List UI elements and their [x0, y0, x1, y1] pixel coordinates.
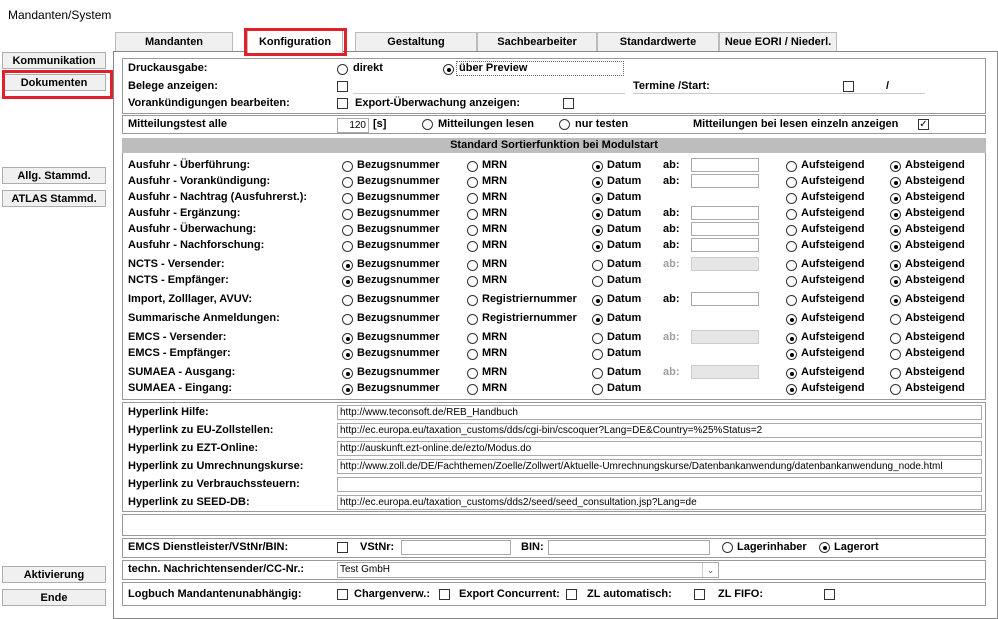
- sort-bezug-label: Bezugsnummer: [357, 223, 440, 235]
- ende-button[interactable]: Ende: [2, 589, 106, 606]
- zl-auto-checkbox[interactable]: [694, 589, 705, 600]
- techn-label: techn. Nachrichtensender/CC-Nr.:: [128, 563, 305, 575]
- ueber-preview-label: über Preview: [456, 61, 624, 76]
- sort-ab-steig-label: Absteigend: [905, 312, 965, 324]
- sort-ab-label: ab:: [663, 239, 680, 251]
- hyperlink-input[interactable]: http://www.zoll.de/DE/Fachthemen/Zoelle/Zollwert/Aktuelle-Umrechnungskurse/Datenbankanwendung/datenbankanwendung_node.html: [337, 459, 982, 474]
- sort-datum-radio[interactable]: [592, 241, 603, 252]
- sort-datum-label: Datum: [607, 258, 642, 270]
- sort-bezug-radio[interactable]: [342, 349, 353, 360]
- sort-bezug-radio[interactable]: [342, 193, 353, 204]
- sort-datum-radio[interactable]: [592, 177, 603, 188]
- sort-auf-label: Aufsteigend: [801, 223, 865, 235]
- sort-bezug-label: Bezugsnummer: [357, 347, 440, 359]
- sort-auf-label: Aufsteigend: [801, 366, 865, 378]
- sort-mrn-radio[interactable]: [467, 193, 478, 204]
- sort-ab-steig-label: Absteigend: [905, 175, 965, 187]
- sort-mrn-label: Registriernummer: [482, 312, 577, 324]
- lagerort-label: Lagerort: [834, 541, 879, 553]
- sort-mrn-radio[interactable]: [467, 368, 478, 379]
- sort-mrn-radio[interactable]: [467, 209, 478, 220]
- lagerort-radio[interactable]: [819, 542, 830, 553]
- hyperlink-input[interactable]: http://ec.europa.eu/taxation_customs/dds/cgi-bin/cscoquer?Lang=DE&Country=%25%Status=2: [337, 423, 982, 438]
- tab-mandanten[interactable]: Mandanten: [115, 32, 233, 51]
- sort-ab-label: ab:: [663, 293, 680, 305]
- hyperlink-label: Hyperlink zu SEED-DB:: [128, 496, 250, 508]
- sort-ab-input[interactable]: [691, 222, 759, 236]
- sort-ab-input[interactable]: [691, 257, 759, 271]
- sort-row-label: Ausfuhr - Ergänzung:: [128, 207, 241, 219]
- sort-ab-steig-label: Absteigend: [905, 293, 965, 305]
- sort-bezug-label: Bezugsnummer: [357, 191, 440, 203]
- sort-mrn-label: MRN: [482, 223, 508, 235]
- sort-mrn-label: MRN: [482, 207, 508, 219]
- highlight-konfiguration: [244, 28, 347, 56]
- belege-checkbox[interactable]: [337, 81, 348, 92]
- techn-select-value: Test GmbH: [340, 564, 391, 575]
- sort-auf-radio[interactable]: [786, 241, 797, 252]
- sort-mrn-radio[interactable]: [467, 314, 478, 325]
- sort-row-label: NCTS - Empfänger:: [128, 274, 229, 286]
- termine-label: Termine /Start:: [633, 80, 710, 92]
- dokumenten-button[interactable]: Dokumenten: [2, 74, 106, 91]
- hyperlink-label: Hyperlink zu EZT-Online:: [128, 442, 259, 454]
- sort-bezug-label: Bezugsnummer: [357, 331, 440, 343]
- sort-row-label: Ausfuhr - Überführung:: [128, 159, 251, 171]
- sort-header: Standard Sortierfunktion bei Modulstart: [122, 138, 986, 153]
- sort-ab-steig-label: Absteigend: [905, 223, 965, 235]
- vorank-checkbox[interactable]: [337, 98, 348, 109]
- ueber-preview-radio[interactable]: [443, 64, 454, 75]
- sort-bezug-label: Bezugsnummer: [357, 274, 440, 286]
- sort-ab-steig-label: Absteigend: [905, 366, 965, 378]
- sort-row-label: SUMAEA - Ausgang:: [128, 366, 236, 378]
- sort-auf-radio[interactable]: [786, 314, 797, 325]
- sort-ab-input[interactable]: [691, 292, 759, 306]
- sort-datum-label: Datum: [607, 293, 642, 305]
- sort-row-label: Summarische Anmeldungen:: [128, 312, 280, 324]
- sort-bezug-radio[interactable]: [342, 225, 353, 236]
- sort-auf-label: Aufsteigend: [801, 175, 865, 187]
- sort-bezug-radio[interactable]: [342, 260, 353, 271]
- sort-mrn-radio[interactable]: [467, 384, 478, 395]
- sort-mrn-radio[interactable]: [467, 161, 478, 172]
- sort-ab-steig-radio[interactable]: [890, 177, 901, 188]
- sort-datum-radio[interactable]: [592, 295, 603, 306]
- sort-auf-label: Aufsteigend: [801, 159, 865, 171]
- sort-ab-steig-label: Absteigend: [905, 331, 965, 343]
- sort-datum-radio[interactable]: [592, 368, 603, 379]
- tab-neue-eori[interactable]: Neue EORI / Niederl.: [719, 32, 837, 51]
- sort-bezug-radio[interactable]: [342, 295, 353, 306]
- hyperlink-input[interactable]: http://ec.europa.eu/taxation_customs/dds2/seed/seed_consultation.jsp?Lang=de: [337, 495, 982, 510]
- sort-ab-steig-label: Absteigend: [905, 258, 965, 270]
- sort-mrn-radio[interactable]: [467, 349, 478, 360]
- sort-datum-radio[interactable]: [592, 260, 603, 271]
- window-title: Mandanten/System: [8, 8, 112, 22]
- sort-ab-steig-label: Absteigend: [905, 159, 965, 171]
- sort-bezug-radio[interactable]: [342, 368, 353, 379]
- sort-auf-radio[interactable]: [786, 193, 797, 204]
- sort-ab-label: ab:: [663, 331, 680, 343]
- sort-datum-label: Datum: [607, 331, 642, 343]
- sort-ab-input[interactable]: [691, 174, 759, 188]
- bin-input[interactable]: [548, 540, 710, 555]
- mitt-einzeln-label: Mitteilungen bei lesen einzeln anzeigen: [693, 118, 899, 130]
- sort-datum-radio[interactable]: [592, 314, 603, 325]
- sort-auf-radio[interactable]: [786, 349, 797, 360]
- techn-select[interactable]: [337, 562, 719, 578]
- sort-ab-steig-radio[interactable]: [890, 384, 901, 395]
- sort-ab-steig-label: Absteigend: [905, 239, 965, 251]
- aktivierung-button[interactable]: Aktivierung: [2, 566, 106, 583]
- termine-line: [633, 93, 925, 94]
- sort-mrn-radio[interactable]: [467, 225, 478, 236]
- vstnr-label: VStNr:: [360, 541, 395, 553]
- sort-auf-label: Aufsteigend: [801, 293, 865, 305]
- emcs-label: EMCS Dienstleister/VStNr/BIN:: [128, 541, 289, 553]
- highlight-dokumenten: [2, 70, 113, 99]
- sort-mrn-label: MRN: [482, 382, 508, 394]
- sort-ab-input[interactable]: [691, 158, 759, 172]
- sort-bezug-radio[interactable]: [342, 333, 353, 344]
- sort-datum-label: Datum: [607, 175, 642, 187]
- sort-datum-label: Datum: [607, 312, 642, 324]
- logbuch-checkbox[interactable]: [337, 589, 348, 600]
- sort-bezug-radio[interactable]: [342, 177, 353, 188]
- sort-bezug-radio[interactable]: [342, 209, 353, 220]
- tab-standardwerte[interactable]: Standardwerte: [597, 32, 719, 51]
- sort-auf-radio[interactable]: [786, 225, 797, 236]
- sort-auf-label: Aufsteigend: [801, 191, 865, 203]
- sort-mrn-label: MRN: [482, 191, 508, 203]
- sort-auf-label: Aufsteigend: [801, 347, 865, 359]
- empty-group: [122, 514, 986, 536]
- chevron-down-icon: ⌄: [702, 563, 718, 577]
- termine-checkbox[interactable]: [843, 81, 854, 92]
- sort-mrn-radio[interactable]: [467, 260, 478, 271]
- atlas-stammd-button[interactable]: ATLAS Stammd.: [2, 190, 106, 207]
- sort-row-label: EMCS - Versender:: [128, 331, 227, 343]
- sort-auf-label: Aufsteigend: [801, 331, 865, 343]
- sort-ab-steig-radio[interactable]: [890, 209, 901, 220]
- nur-testen-radio[interactable]: [559, 119, 570, 130]
- sort-bezug-label: Bezugsnummer: [357, 366, 440, 378]
- sort-ab-steig-radio[interactable]: [890, 225, 901, 236]
- hyperlink-input[interactable]: http://www.teconsoft.de/REB_Handbuch: [337, 405, 982, 420]
- sort-auf-label: Aufsteigend: [801, 274, 865, 286]
- belege-label: Belege anzeigen:: [128, 80, 218, 92]
- sort-row-label: Ausfuhr - Überwachung:: [128, 223, 257, 235]
- sort-bezug-radio[interactable]: [342, 384, 353, 395]
- hyperlink-label: Hyperlink zu Umrechnungskurse:: [128, 460, 304, 472]
- sort-datum-radio[interactable]: [592, 349, 603, 360]
- sort-auf-radio[interactable]: [786, 333, 797, 344]
- sort-auf-radio[interactable]: [786, 295, 797, 306]
- sort-auf-radio[interactable]: [786, 177, 797, 188]
- sort-ab-steig-label: Absteigend: [905, 382, 965, 394]
- sort-datum-radio[interactable]: [592, 209, 603, 220]
- sort-datum-label: Datum: [607, 223, 642, 235]
- sort-auf-label: Aufsteigend: [801, 382, 865, 394]
- sort-ab-steig-radio[interactable]: [890, 276, 901, 287]
- sort-mrn-label: MRN: [482, 159, 508, 171]
- sort-mrn-label: Registriernummer: [482, 293, 577, 305]
- sort-datum-radio[interactable]: [592, 276, 603, 287]
- sort-datum-label: Datum: [607, 191, 642, 203]
- sort-ab-steig-radio[interactable]: [890, 260, 901, 271]
- sort-bezug-label: Bezugsnummer: [357, 312, 440, 324]
- sort-row-label: NCTS - Versender:: [128, 258, 225, 270]
- sort-ab-steig-radio[interactable]: [890, 368, 901, 379]
- sort-bezug-label: Bezugsnummer: [357, 382, 440, 394]
- zl-fifo-checkbox[interactable]: [824, 589, 835, 600]
- sort-mrn-label: MRN: [482, 366, 508, 378]
- export-ueberw-label: Export-Überwachung anzeigen:: [355, 97, 521, 109]
- zl-auto-label: ZL automatisch:: [587, 588, 672, 600]
- zl-fifo-label: ZL FIFO:: [718, 588, 764, 600]
- charg-checkbox[interactable]: [439, 589, 450, 600]
- sort-auf-radio[interactable]: [786, 368, 797, 379]
- druckausgabe-label: Druckausgabe:: [128, 62, 208, 74]
- export-conc-checkbox[interactable]: [566, 589, 577, 600]
- lagerinhaber-radio[interactable]: [722, 542, 733, 553]
- sort-mrn-label: MRN: [482, 274, 508, 286]
- sort-bezug-label: Bezugsnummer: [357, 239, 440, 251]
- sort-bezug-radio[interactable]: [342, 276, 353, 287]
- sort-auf-label: Aufsteigend: [801, 207, 865, 219]
- sort-datum-label: Datum: [607, 274, 642, 286]
- sort-bezug-radio[interactable]: [342, 161, 353, 172]
- sort-datum-label: Datum: [607, 382, 642, 394]
- sort-ab-label: ab:: [663, 159, 680, 171]
- sort-auf-label: Aufsteigend: [801, 239, 865, 251]
- belege-line: [353, 93, 625, 94]
- bin-label: BIN:: [521, 541, 544, 553]
- sort-row-label: EMCS - Empfänger:: [128, 347, 231, 359]
- sort-row-label: Ausfuhr - Nachforschung:: [128, 239, 265, 251]
- sort-ab-label: ab:: [663, 175, 680, 187]
- mitt-lesen-label: Mitteilungen lesen: [438, 118, 534, 130]
- allg-stammd-button[interactable]: Allg. Stammd.: [2, 167, 106, 184]
- sort-auf-radio[interactable]: [786, 209, 797, 220]
- sort-ab-steig-label: Absteigend: [905, 207, 965, 219]
- sort-ab-steig-radio[interactable]: [890, 333, 901, 344]
- sort-ab-label: ab:: [663, 207, 680, 219]
- kommunikation-button[interactable]: Kommunikation: [2, 52, 106, 69]
- sort-ab-steig-radio[interactable]: [890, 193, 901, 204]
- sort-mrn-radio[interactable]: [467, 276, 478, 287]
- sort-datum-radio[interactable]: [592, 384, 603, 395]
- hyperlink-label: Hyperlink zu Verbrauchssteuern:: [128, 478, 300, 490]
- sort-ab-label: ab:: [663, 223, 680, 235]
- sort-datum-label: Datum: [607, 207, 642, 219]
- tab-konfiguration[interactable]: Konfiguration: [247, 30, 343, 53]
- sort-ab-steig-radio[interactable]: [890, 241, 901, 252]
- sort-bezug-radio[interactable]: [342, 241, 353, 252]
- export-ueberw-checkbox[interactable]: [563, 98, 574, 109]
- sort-mrn-label: MRN: [482, 239, 508, 251]
- sort-ab-label: ab:: [663, 366, 680, 378]
- sort-ab-label: ab:: [663, 258, 680, 270]
- sort-auf-radio[interactable]: [786, 260, 797, 271]
- sort-bezug-label: Bezugsnummer: [357, 293, 440, 305]
- nur-testen-label: nur testen: [575, 118, 629, 130]
- sort-bezug-radio[interactable]: [342, 314, 353, 325]
- interval-unit: [s]: [373, 118, 387, 130]
- vorank-label: Vorankündigungen bearbeiten:: [128, 97, 290, 109]
- sort-ab-input[interactable]: [691, 330, 759, 344]
- sort-ab-input[interactable]: [691, 365, 759, 379]
- sort-mrn-label: MRN: [482, 347, 508, 359]
- sort-ab-steig-radio[interactable]: [890, 349, 901, 360]
- mitt-lesen-radio[interactable]: [422, 119, 433, 130]
- sort-ab-steig-label: Absteigend: [905, 191, 965, 203]
- direkt-radio[interactable]: [337, 64, 348, 75]
- mitteilungstest-label: Mitteilungstest alle: [128, 118, 228, 130]
- interval-input[interactable]: 120: [337, 118, 369, 133]
- lagerinhaber-label: Lagerinhaber: [737, 541, 807, 553]
- sort-bezug-label: Bezugsnummer: [357, 258, 440, 270]
- sort-mrn-label: MRN: [482, 331, 508, 343]
- sort-row-label: SUMAEA - Eingang:: [128, 382, 233, 394]
- sort-auf-radio[interactable]: [786, 384, 797, 395]
- sort-mrn-radio[interactable]: [467, 241, 478, 252]
- sort-ab-steig-radio[interactable]: [890, 161, 901, 172]
- emcs-checkbox[interactable]: [337, 542, 348, 553]
- sort-bezug-label: Bezugsnummer: [357, 159, 440, 171]
- sort-datum-radio[interactable]: [592, 225, 603, 236]
- sort-datum-radio[interactable]: [592, 193, 603, 204]
- logbuch-label: Logbuch Mandantenunabhängig:: [128, 588, 302, 600]
- termine-slash: /: [886, 80, 890, 92]
- sort-bezug-label: Bezugsnummer: [357, 175, 440, 187]
- sort-ab-steig-label: Absteigend: [905, 347, 965, 359]
- hyperlink-label: Hyperlink zu EU-Zollstellen:: [128, 424, 274, 436]
- sort-auf-label: Aufsteigend: [801, 258, 865, 270]
- sort-ab-steig-radio[interactable]: [890, 295, 901, 306]
- sort-row-label: Ausfuhr - Vorankündigung:: [128, 175, 271, 187]
- mitt-einzeln-checkbox[interactable]: ✓: [919, 119, 928, 130]
- sort-mrn-label: MRN: [482, 175, 508, 187]
- direkt-label: direkt: [353, 62, 383, 74]
- sort-row-label: Import, Zolllager, AVUV:: [128, 293, 253, 305]
- export-conc-label: Export Concurrent:: [459, 588, 560, 600]
- sort-datum-radio[interactable]: [592, 333, 603, 344]
- sort-datum-label: Datum: [607, 159, 642, 171]
- tab-sachbearbeiter[interactable]: Sachbearbeiter: [477, 32, 597, 51]
- sort-mrn-radio[interactable]: [467, 295, 478, 306]
- sort-ab-input[interactable]: [691, 238, 759, 252]
- sort-datum-radio[interactable]: [592, 161, 603, 172]
- sort-row-label: Ausfuhr - Nachtrag (Ausfuhrerst.):: [128, 191, 308, 203]
- sort-mrn-radio[interactable]: [467, 333, 478, 344]
- sort-ab-steig-label: Absteigend: [905, 274, 965, 286]
- sort-datum-label: Datum: [607, 347, 642, 359]
- sort-auf-radio[interactable]: [786, 276, 797, 287]
- tab-gestaltung[interactable]: Gestaltung: [355, 32, 477, 51]
- sort-ab-input[interactable]: [691, 206, 759, 220]
- sort-mrn-label: MRN: [482, 258, 508, 270]
- sort-mrn-radio[interactable]: [467, 177, 478, 188]
- sort-datum-label: Datum: [607, 366, 642, 378]
- sort-bezug-label: Bezugsnummer: [357, 207, 440, 219]
- sort-auf-radio[interactable]: [786, 161, 797, 172]
- sort-datum-label: Datum: [607, 239, 642, 251]
- hyperlink-input[interactable]: http://auskunft.ezt-online.de/ezto/Modus.do: [337, 441, 982, 456]
- charg-label: Chargenverw.:: [354, 588, 431, 600]
- vstnr-input[interactable]: [401, 540, 511, 555]
- hyperlink-label: Hyperlink Hilfe:: [128, 406, 209, 418]
- hyperlink-input[interactable]: [337, 477, 982, 492]
- sort-auf-label: Aufsteigend: [801, 312, 865, 324]
- sort-ab-steig-radio[interactable]: [890, 314, 901, 325]
